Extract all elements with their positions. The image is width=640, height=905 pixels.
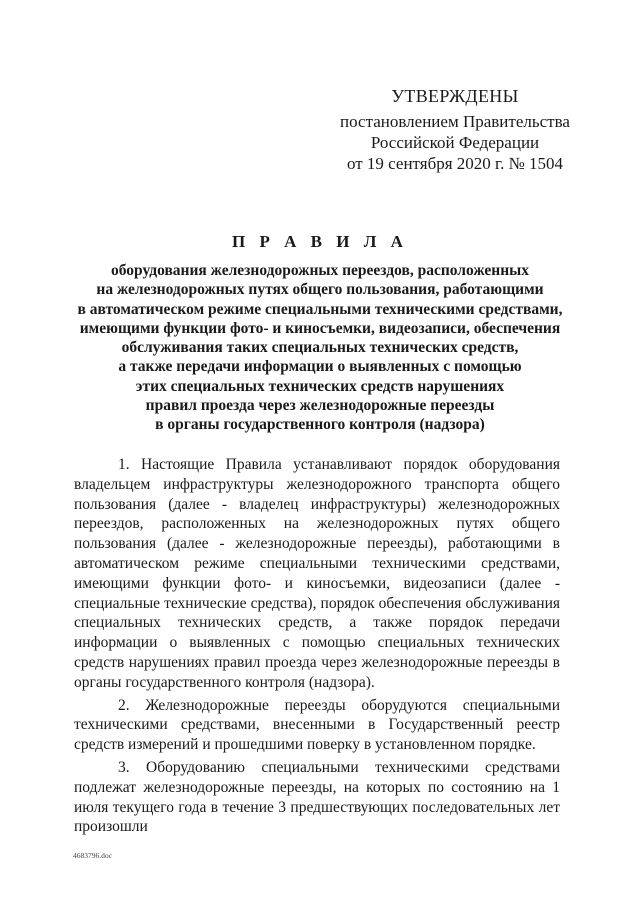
document-body: [74, 455, 560, 840]
subtitle-line: имеющими функции фото- и киносъемки, видеозаписи, обеспечения: [79, 319, 561, 337]
paragraph: 3. Оборудованию специальными техническими средствами подлежат железнодорожные переезды, на которых по состоянию на 1 июля текущего года в течение 3 предшествующих последовательных лет произошли: [74, 758, 560, 836]
paragraph: 1. Настоящие Правила устанавливают порядок оборудования владельцем инфраструктуры железнодорожного транспорта общего пользования (далее - владелец инфраструктуры) железнодорожных переездов, расположенных на железнодорожных путях общего пользования (далее - железнодорожные переезды), работающими в автоматическом режиме специальными техническими средствами, имеющими функции фото- и киносъемки, видеозаписи (далее - специальные технические средства), порядок обеспечения обслуживания специальных технических средств, а также порядок передачи информации о выявленных с помощью специальных технических средств нарушениях правил проезда через железнодорожные переезды в органы государственного контроля (надзора).: [74, 456, 560, 691]
subtitle-line: а также передачи информации о выявленных с помощью: [118, 358, 522, 376]
approval-heading: УТВЕРЖДЕНЫ: [391, 86, 519, 106]
approval-line: от 19 сентября 2020 г. № 1504: [346, 154, 564, 173]
approval-block: [340, 86, 570, 174]
subtitle-line: этих специальных технических средств нарушениях: [135, 377, 505, 395]
approval-line: Российской Федерации: [370, 133, 540, 152]
subtitle-line: в автоматическом режиме специальными техническими средствами,: [77, 300, 563, 318]
document-subtitle: [60, 261, 580, 435]
paragraph: 2. Железнодорожные переезды оборудуются специальными техническими средствами, внесенными в Государственный реестр средств измерений и прошедшими поверку в установленном порядке.: [74, 696, 560, 754]
subtitle-line: обслуживания таких специальных технических средств,: [121, 339, 519, 357]
file-name-footer: 4683796.doc: [73, 851, 112, 860]
subtitle-line: в органы государственного контроля (надзора): [155, 416, 485, 434]
subtitle-line: оборудования железнодорожных переездов, расположенных: [111, 262, 529, 279]
subtitle-line: на железнодорожных путях общего пользования, работающими: [96, 281, 544, 299]
subtitle-line: правил проезда через железнодорожные переезды: [145, 397, 495, 415]
approval-line: постановлением Правительства: [340, 112, 570, 131]
document-title: П Р А В И Л А: [232, 232, 408, 251]
